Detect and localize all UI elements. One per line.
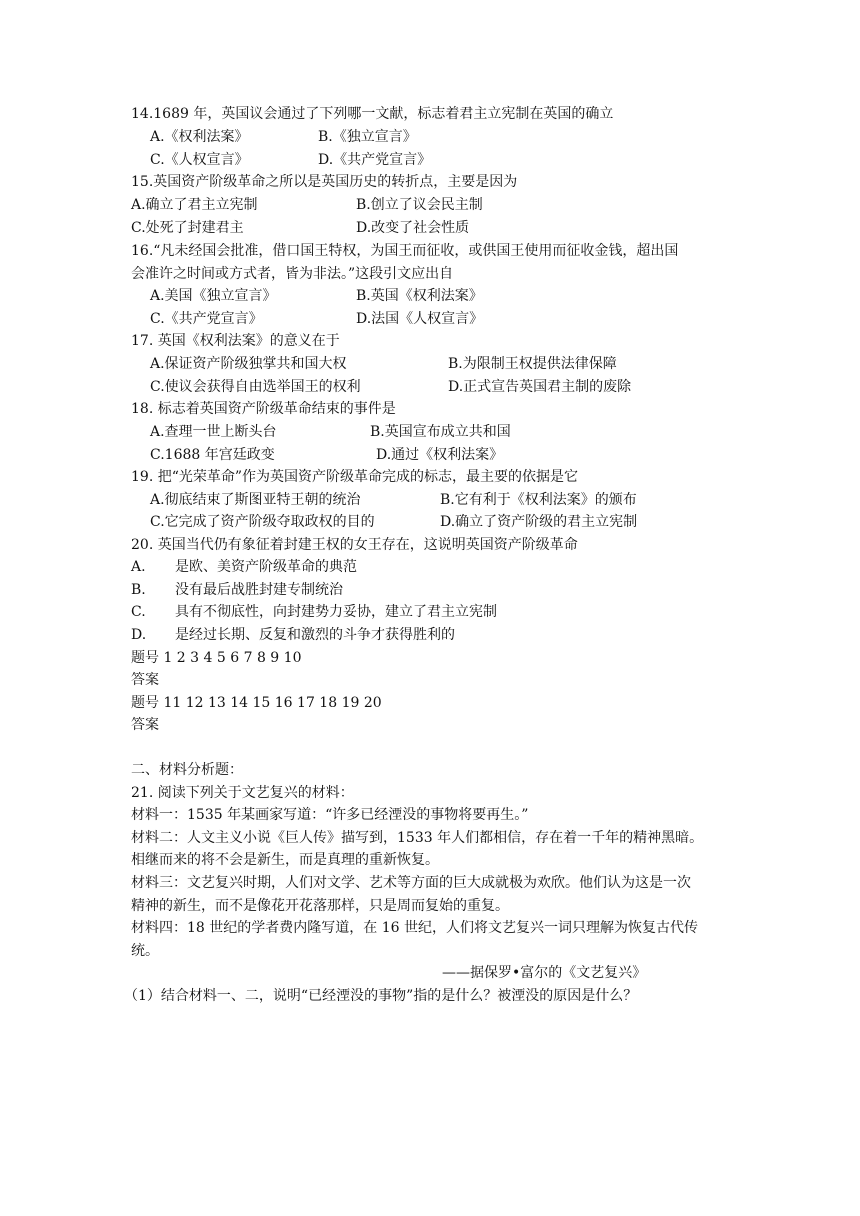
q20-option-c-letter: C.: [131, 604, 146, 620]
material-1: 材料一：1535 年某画家写道：“许多已经湮没的事物将要再生。”: [131, 807, 529, 823]
q17-option-d: D.正式宣告英国君主制的废除: [448, 379, 632, 395]
answer-table-answer-1: 答案: [131, 672, 159, 688]
q19-option-c: C.它完成了资产阶级夺取政权的目的: [150, 514, 375, 530]
q20-stem: 20. 英国当代仍有象征着封建王权的女王存在，这说明英国资产阶级革命: [131, 537, 578, 553]
material-4-line2: 统。: [131, 943, 159, 959]
q20-option-b-text: 没有最后战胜封建专制统治: [175, 582, 343, 598]
material-2-line2: 相继而来的将不会是新生，而是真理的重新恢复。: [131, 852, 439, 868]
q19-option-d: D.确立了资产阶级的君主立宪制: [440, 514, 638, 530]
source-citation: ——据保罗•富尔的《文艺复兴》: [442, 965, 647, 981]
answer-table-answer-2: 答案: [131, 717, 159, 733]
q15-stem: 15.英国资产阶级革命之所以是英国历史的转折点，主要是因为: [131, 174, 518, 190]
q20-option-a-text: 是欧、美资产阶级革命的典范: [175, 559, 357, 575]
q16-option-d: D.法国《人权宣言》: [356, 311, 484, 327]
q16-stem-line1: 16.“凡未经国会批准，借口国王特权，为国王而征收，或供国王使用而征收金钱，超出国: [131, 243, 679, 259]
material-2-line1: 材料二：人文主义小说《巨人传》描写到，1533 年人们都相信，存在着一千年的精神黑暗。: [131, 830, 704, 846]
answer-table-header-1: 题号 1 2 3 4 5 6 7 8 9 10: [131, 650, 302, 666]
q15-option-c: C.处死了封建君主: [131, 220, 244, 236]
q20-option-c-text: 具有不彻底性，向封建势力妥协，建立了君主立宪制: [175, 604, 497, 620]
q18-stem: 18. 标志着英国资产阶级革命结束的事件是: [131, 401, 396, 417]
q16-option-a: A.美国《独立宣言》: [150, 288, 277, 304]
q17-stem: 17. 英国《权利法案》的意义在于: [131, 333, 340, 349]
q15-option-d: D.改变了社会性质: [356, 220, 470, 236]
material-3-line1: 材料三：文艺复兴时期，人们对文学、艺术等方面的巨大成就极为欢欣。他们认为这是一次: [131, 875, 691, 891]
material-4-line1: 材料四：18 世纪的学者费内隆写道，在 16 世纪，人们将文艺复兴一词只理解为恢复古代传: [131, 920, 698, 936]
q20-option-b-letter: B.: [131, 582, 146, 598]
q15-option-b: B.创立了议会民主制: [356, 197, 483, 213]
q19-option-b: B.它有利于《权利法案》的颁布: [440, 492, 637, 508]
q18-option-d: D.通过《权利法案》: [376, 447, 504, 463]
material-3-line2: 精神的新生，而不是像花开花落那样，只是周而复始的重复。: [131, 898, 509, 914]
q14-stem: 14.1689 年，英国议会通过了下列哪一文献，标志着君主立宪制在英国的确立: [131, 106, 614, 122]
q18-option-b: B.英国宣布成立共和国: [370, 424, 511, 440]
q14-option-d: D.《共产党宣言》: [318, 152, 432, 168]
q14-option-b: B.《独立宣言》: [318, 129, 417, 145]
q20-option-d-text: 是经过长期、反复和激烈的斗争才获得胜利的: [175, 627, 455, 643]
q17-option-b: B.为限制王权提供法律保障: [448, 356, 617, 372]
q20-option-d-letter: D.: [131, 627, 147, 643]
q20-option-a-letter: A.: [131, 559, 146, 575]
sub-question-1: （1）结合材料一、二，说明“已经湮没的事物”指的是什么？被湮没的原因是什么？: [124, 988, 638, 1004]
q18-option-c: C.1688 年宫廷政变: [150, 447, 275, 463]
q14-option-a: A.《权利法案》: [150, 129, 249, 145]
q17-option-c: C.使议会获得自由选举国王的权利: [150, 379, 361, 395]
q16-option-c: C.《共产党宣言》: [150, 311, 263, 327]
q16-stem-line2: 会准许之时间或方式者，皆为非法。”这段引文应出自: [131, 266, 454, 282]
q15-option-a: A.确立了君主立宪制: [131, 197, 258, 213]
q14-option-c: C.《人权宣言》: [150, 152, 249, 168]
q16-option-b: B.英国《权利法案》: [356, 288, 483, 304]
section-heading: 二、材料分析题：: [131, 762, 243, 778]
q18-option-a: A.查理一世上断头台: [150, 424, 277, 440]
q21-stem: 21. 阅读下列关于文艺复兴的材料：: [131, 785, 354, 801]
q19-stem: 19. 把“光荣革命”作为英国资产阶级革命完成的标志，最主要的依据是它: [131, 469, 579, 485]
q19-option-a: A.彻底结束了斯图亚特王朝的统治: [150, 492, 361, 508]
answer-table-header-2: 题号 11 12 13 14 15 16 17 18 19 20: [131, 695, 382, 711]
q17-option-a: A.保证资产阶级独掌共和国大权: [150, 356, 347, 372]
